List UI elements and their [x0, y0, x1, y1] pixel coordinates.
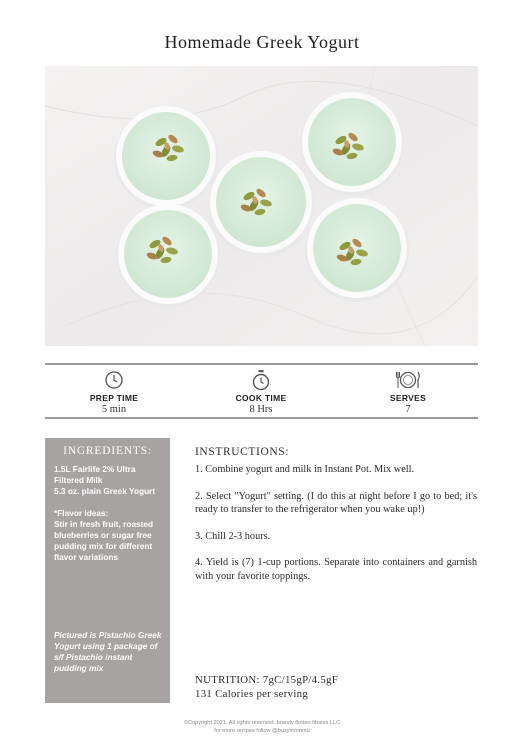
ingredients-panel: [45, 438, 170, 703]
bowl-bottom-right: [305, 198, 409, 302]
ingredient-milk: 1.5L Fairlife 2% Ultra Filtered Milk: [54, 464, 136, 485]
bowl-center: [208, 151, 314, 257]
instructions-list: [195, 463, 477, 596]
cook-time-value: 8 Hrs: [249, 404, 273, 415]
bowl-bottom-left: [116, 204, 220, 308]
prep-time-value: 5 min: [101, 404, 127, 415]
copyright-footer: [0, 719, 524, 735]
bowl-top-right: [300, 92, 404, 196]
flavor-ideas: *Flavor Ideas: Stir in fresh fruit, roasted blueberries or sugar free pudding mix for different flavor variations: [54, 508, 154, 562]
instruction-step-2: 2. Select "Yogurt" setting. (I do this at night before I go to bed; it's ready to transfer to the refrigerator when you wake up!): [195, 490, 477, 515]
nutrition-macros: NUTRITION: 7gC/15gP/4.5gF: [195, 674, 339, 686]
recipe-stats-bar: [45, 363, 478, 419]
cook-time-label: COOK TIME: [235, 393, 287, 403]
stopwatch-icon: [251, 369, 271, 391]
yogurt-bowls-image: [45, 66, 478, 346]
plate-fork-knife-icon: [395, 370, 421, 390]
recipe-photo: [45, 66, 478, 346]
instruction-step-1: 1. Combine yogurt and milk in Instant Pot. Mix well.: [195, 464, 415, 475]
nutrition-calories: 131 Calories per serving: [195, 687, 309, 700]
prep-time-stat: [49, 365, 179, 415]
cook-time-stat: [196, 365, 326, 415]
copyright-text: ©Copyright 2021. All rights reserved. brandy flotten fitness LLC: [183, 720, 341, 726]
nutrition-info: [195, 674, 338, 701]
instruction-step-4: 4. Yield is (7) 1-cup portions. Separate into containers and garnish with your favorite toppings.: [195, 557, 477, 582]
serves-value: 7: [405, 404, 411, 415]
instructions-heading: INSTRUCTIONS:: [195, 446, 290, 458]
instruction-step-3: 3. Chill 2-3 hours.: [195, 530, 271, 542]
clock-icon: [104, 370, 124, 390]
bowl-top-left: [114, 106, 218, 210]
recipe-title: Homemade Greek Yogurt: [164, 32, 360, 52]
follow-text: for more recipes follow @busymommu: [214, 728, 310, 734]
prep-time-label: PREP TIME: [89, 393, 139, 403]
ingredient-yogurt: 5.3 oz. plain Greek Yogurt: [54, 486, 156, 496]
serves-stat: [343, 365, 473, 415]
serves-label: SERVES: [389, 393, 427, 403]
ingredients-heading: INGREDIENTS:: [63, 445, 152, 457]
pictured-note: Pictured is Pistachio Greek Yogurt using 1 package of s/f Pistachio instant pudding mix: [54, 630, 162, 673]
